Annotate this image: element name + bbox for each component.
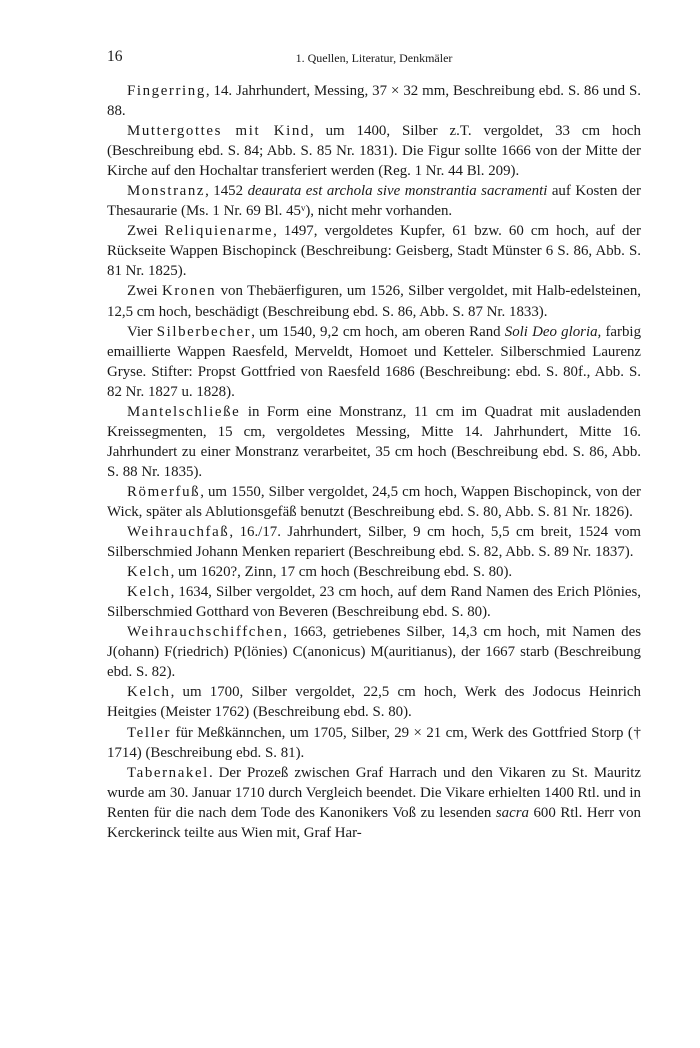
entry-text: in Form eine Monstranz, 11 cm im Quadrat mit ausladenden Kreissegmenten, 15 cm, vergoldetes Messing, Mitte 14. Jahrhundert, Mitte 16. Jahrhundert zu einer Monstranz verarbeitet, 35 cm hoch (Beschreibung ebd. S. 86, Abb. S. 88 Nr. 1835).: [107, 403, 641, 480]
entry-italic-quote: sacra: [495, 804, 529, 821]
entry-kelch-1700: [107, 682, 641, 722]
entry-muttergottes: [107, 121, 641, 181]
entry-text-continued: auf Kosten der Thesaurarie (Ms. 1 Nr. 69 Bl. 45ᵛ), nicht mehr vorhanden.: [107, 183, 641, 220]
entry-text-continued: farbig emaillierte Wappen Raesfeld, Merveldt, Homoet und Ketteler. Silberschmied Laurenz Gryse. Stifter: Propst Gottfried von Raesfeld 1686 (Beschreibung: ebd. S. 80f., Abb. S. 82 Nr. 1827 u. 1828).: [107, 323, 642, 400]
entry-prefix: Vier: [127, 323, 157, 340]
entry-keyword: Tabernakel: [127, 764, 209, 781]
entry-reliquienarme: [107, 221, 641, 281]
entry-prefix: Zwei: [127, 283, 162, 300]
entry-weihrauchschiffchen: [107, 622, 641, 682]
entry-text: , um 1540, 9,2 cm hoch, am oberen Rand: [251, 323, 505, 340]
entry-text: , 1663, getriebenes Silber, 14,3 cm hoch, mit Namen des J(ohann) F(riedrich) P(lönies) C(anonicus) M(auritianus), der 1667 starb (Beschreibung ebd. S. 82).: [107, 624, 641, 681]
entry-text: , um 1400, Silber z.T. vergoldet, 33 cm hoch (Beschreibung ebd. S. 84; Abb. S. 85 Nr. 1831). Die Figur sollte 1666 von der Mitte der Kirche auf den Hochaltar transferiert werden (Reg. 1 Nr. 44 Bl. 209).: [107, 123, 641, 180]
entry-keyword: Muttergottes mit Kind: [127, 123, 310, 140]
entry-keyword: Silberbecher: [156, 323, 252, 340]
entry-keyword: Kelch: [127, 564, 171, 581]
entry-fingerring: [107, 81, 641, 121]
entry-text: , 16./17. Jahrhundert, Silber, 9 cm hoch, 5,5 cm breit, 1524 vom Silberschmied Johann Menken repariert (Beschreibung ebd. S. 82, Abb. S. 89 Nr. 1837).: [107, 524, 641, 561]
entry-keyword: Kelch: [127, 684, 171, 701]
entry-kelch-1634: [107, 582, 641, 622]
entry-text: , 1634, Silber vergoldet, 23 cm hoch, auf dem Rand Namen des Erich Plönies, Silberschmied Gotthard von Beveren (Beschreibung ebd. S. 80).: [107, 584, 641, 621]
entry-keyword: Teller: [127, 724, 172, 741]
running-head: 1. Quellen, Literatur, Denkmäler: [295, 51, 453, 65]
entry-text: , 1497, vergoldetes Kupfer, 61 bzw. 60 cm hoch, auf der Rückseite Wappen Bischopinck (Beschreibung: Geisberg, Stadt Münster 6 S. 86, Abb. S. 81 Nr. 1825).: [107, 223, 641, 280]
entry-keyword: Weihrauchschiffchen: [127, 624, 284, 641]
entry-keyword: Mantelschließe: [127, 403, 241, 420]
entry-keyword: Römerfuß: [127, 483, 201, 500]
entry-kronen: [107, 281, 641, 321]
entry-text: . Der Prozeß zwischen Graf Harrach und den Vikaren zu St. Mauritz wurde am 30. Januar 1710 durch Vergleich beendet. Die Vikare erhielten 1400 Rtl. und in Renten für die nach dem Tode des Kanonikers Voß zu lesenden: [107, 764, 641, 821]
entry-text: für Meßkännchen, um 1705, Silber, 29 × 21 cm, Werk des Gottfried Storp († 1714) (Beschreibung ebd. S. 81).: [107, 724, 641, 761]
entry-keyword: Weihrauchfaß: [127, 524, 230, 541]
entry-mantelschliesse: [107, 402, 641, 482]
entry-keyword: Kronen: [161, 283, 217, 300]
entry-teller: [107, 723, 641, 763]
entry-text: , 1452: [205, 183, 248, 200]
entry-silberbecher: [107, 322, 641, 402]
entry-keyword: Monstranz: [127, 183, 206, 200]
entry-text: von Thebäerfiguren, um 1526, Silber vergoldet, mit Halb-edelsteinen, 12,5 cm hoch, beschädigt (Beschreibung ebd. S. 86, Abb. S. 87 Nr. 1833).: [107, 283, 641, 320]
entry-monstranz: [107, 181, 641, 221]
page-number: 16: [107, 48, 123, 65]
entry-keyword: Fingerring: [127, 83, 206, 99]
entry-tabernakel: [107, 763, 641, 843]
entry-text-continued: 600 Rtl. Herr von Kerckerinck teilte aus Wien mit, Graf Har-: [107, 804, 641, 841]
entry-keyword: Reliquienarme: [164, 223, 274, 240]
entry-weihrauchfass: [107, 522, 641, 562]
entry-italic-quote: deaurata est archola sive monstrantia sacramenti: [247, 183, 548, 200]
entry-text: , um 1620?, Zinn, 17 cm hoch (Beschreibung ebd. S. 80).: [170, 564, 513, 581]
entry-keyword: Kelch: [127, 584, 171, 601]
entry-text: , um 1700, Silber vergoldet, 22,5 cm hoch, Werk des Jodocus Heinrich Heitgies (Meister 1762) (Beschreibung ebd. S. 80).: [107, 684, 641, 721]
entry-kelch-zinn: [107, 562, 641, 582]
page-header: [107, 38, 641, 66]
entry-roemerfuss: [107, 482, 641, 522]
entry-italic-quote: Soli Deo gloria,: [504, 323, 602, 340]
entry-text: , 14. Jahrhundert, Messing, 37 × 32 mm, Beschreibung ebd. S. 86 und S. 88.: [107, 83, 641, 120]
book-page: [107, 38, 641, 843]
entry-list: [107, 81, 641, 843]
entry-text: , um 1550, Silber vergoldet, 24,5 cm hoch, Wappen Bischopinck, von der Wick, später als Ablutionsgefäß benutzt (Beschreibung ebd. S. 80, Abb. S. 81 Nr. 1826).: [107, 483, 641, 520]
entry-prefix: Zwei: [127, 223, 165, 240]
